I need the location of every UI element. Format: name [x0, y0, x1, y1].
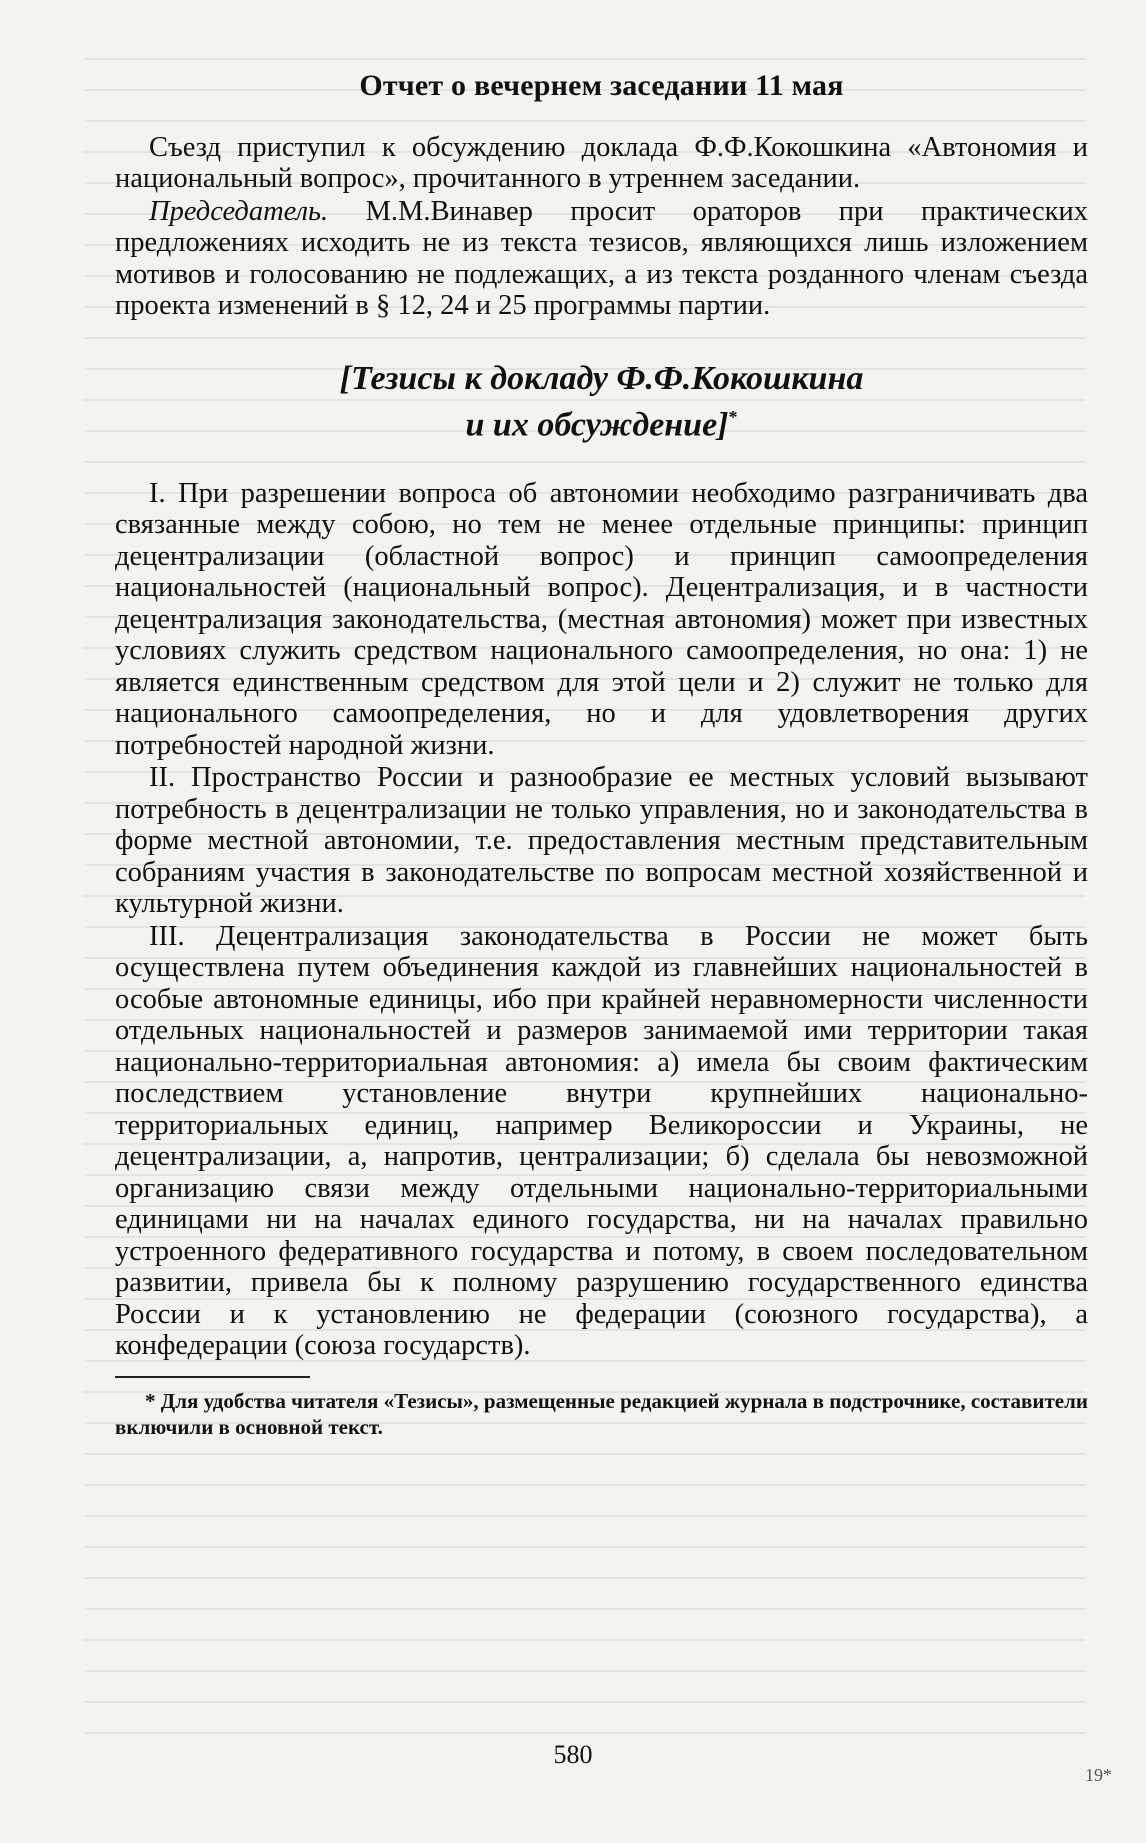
intro-paragraph: Съезд приступил к обсуждению доклада Ф.Ф.Кокошкина «Автономия и национальный вопрос», прочитанного в утреннем заседании.	[115, 131, 1088, 194]
chair-text: М.М.Винавер просит ораторов при практических предложениях исходить не из текста тезисов, являющихся лишь изложением мотивов и голосованию не подлежащих, а из текста розданного членам съезда проекта изменений в § 12, 24 и 25 программы партии.	[115, 195, 1088, 321]
footnote: * Для удобства читателя «Тезисы», размещенные редакцией журнала в подстрочнике, составители включили в основной текст.	[115, 1388, 1088, 1439]
report-title: Отчет о вечернем заседании 11 мая	[359, 69, 844, 102]
footnote-marker: *	[728, 406, 738, 427]
chair-label: Председатель.	[149, 195, 329, 227]
thesis-3: III. Децентрализация законодательства в России не может быть осуществлена путем объединения каждой из главнейших национальностей в особые автономные единицы, ибо при крайней неравномерности численности отдельных национальностей и размеров занимаемой ими территории такая национально-территориальная автономия: а) имела бы своим фактическим последствием установление внутри крупнейших национально-территориальных единиц, например Великороссии и Украины, не децентрализации, а, напротив, централизации; б) сделала бы невозможной организацию связи между отдельными национально-территориальными единицами ни на началах единого государства, ни на началах правильно устроенного федеративного государства и потому, в своем последовательном развитии, привела бы к полному разрушению государственного единства России и к установлению не федерации (союзного государства), а конфедерации (союза государств).	[115, 920, 1088, 1362]
theses-heading-line-1: [Тезисы к докладу Ф.Ф.Кокошкина	[339, 359, 864, 397]
page-number: 580	[553, 1740, 593, 1769]
signature-mark: 19*	[1085, 1765, 1112, 1785]
page-content	[115, 70, 1088, 1440]
thesis-1: I. При разрешении вопроса об автономии необходимо разграничивать два связанные между собою, но тем не менее отдельные принципы: принцип децентрализации (областной вопрос) и принцип самоопределения национальностей (национальный вопрос). Децентрализация, и в частности децентрализация законодательства, (местная автономия) может при известных условиях служить средством национального самоопределения, но она: 1) не является единственным средством для этой цели и 2) служит не только для национального самоопределения, но и для удовлетворения других потребностей народной жизни.	[115, 477, 1088, 761]
footnote-rule	[115, 1376, 310, 1378]
theses-heading-line-2: и их обсуждение]	[465, 405, 729, 443]
chair-paragraph	[115, 196, 1088, 322]
theses-heading-line-2-wrap	[115, 398, 1088, 444]
theses-heading	[115, 360, 1088, 444]
thesis-2: II. Пространство России и разнообразие ее местных условий вызывают потребность в децентрализации не только управления, но и законодательства в форме местной автономии, т.е. предоставления местным представительным собраниям участия в законодательстве по вопросам местной хозяйственной и культурной жизни.	[115, 762, 1088, 920]
